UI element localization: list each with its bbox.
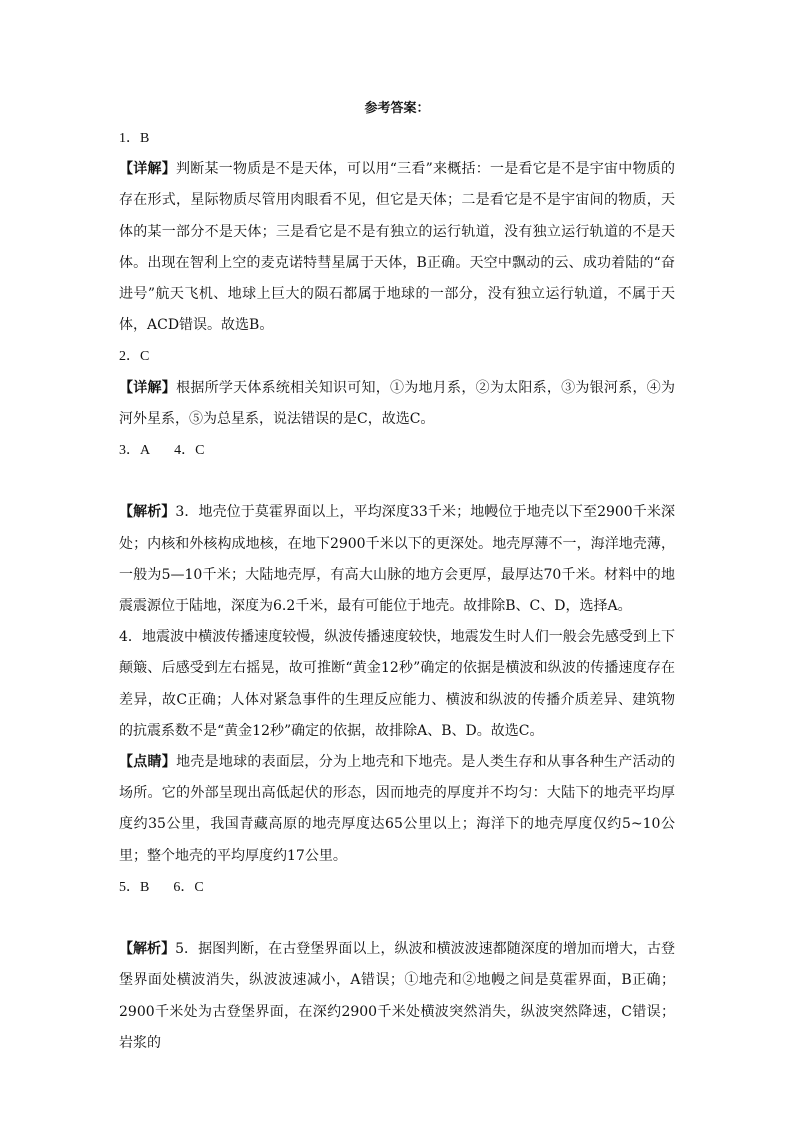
q2-text: 根据所学天体系统相关知识可知，①为地月系，②为太阳系，③为银河系，④为河外星系，⑤为总星系，说法错误的是C，故选C。 <box>119 379 676 427</box>
q2-explanation <box>119 373 675 435</box>
answer-content <box>119 123 675 1059</box>
q3-explanation <box>119 497 675 622</box>
q5-explanation <box>119 934 675 1059</box>
q3-4-tag: 【解析】 <box>119 504 176 521</box>
q3-4-note <box>119 747 675 872</box>
q3-text: 3．地壳位于莫霍界面以上，平均深度33千米；地幔位于地壳以下至2900千米深处；内核和外核构成地核，在地下2900千米以下的更深处。地壳厚薄不一，海洋地壳薄，一般为5—10千米；大陆地壳厚，有高大山脉的地方会更厚，最厚达70千米。材料中的地震震源位于陆地，深度为6.2千米，最有可能位于地壳。故排除B、C、D，选择A。 <box>119 504 676 614</box>
q4-answer: 4．C <box>174 443 205 458</box>
q1-answer: 1．B <box>119 131 150 146</box>
q5-6-tag: 【解析】 <box>119 941 176 958</box>
q6-answer: 6．C <box>173 879 204 895</box>
q3-answer: 3．A <box>119 443 151 458</box>
note-text: 地壳是地球的表面层，分为上地壳和下地壳。是人类生存和从事各种生产活动的场所。它的外部呈现出高低起伏的形态，因而地壳的厚度并不均匀：大陆下的地壳平均厚度约35公里，我国青藏高原的地壳厚度达65公里以上；海洋下的地壳厚度仅约5~10公里；整个地壳的平均厚度约17公里。 <box>119 754 676 864</box>
q5-text: 5．据图判断，在古登堡界面以上，纵波和横波波速都随深度的增加而增大，古登堡界面处横波消失，纵波波速减小，A错误；①地壳和②地幔之间是莫霍界面，B正确；2900千米处为古登堡界面，在深约2900千米处横波突然消失，纵波突然降速，C错误；岩浆的 <box>119 941 676 1051</box>
spacer <box>119 466 675 497</box>
spacer <box>119 903 675 934</box>
q2-tag: 【详解】 <box>119 379 177 396</box>
q4-explanation: 4．地震波中横波传播速度较慢，纵波传播速度较快，地震发生时人们一般会先感受到上下颠簸、后感受到左右摇晃，故可推断“黄金12秒”确定的依据是横波和纵波的传播速度存在差异，故C正确；人体对紧急事件的生理反应能力、横波和纵波的传播介质差异、建筑物的抗震系数不是“黄金12秒”确定的依据，故排除A、B、D。故选C。 <box>119 629 675 739</box>
q2-answer: 2．C <box>119 349 150 365</box>
q1-text: 判断某一物质是不是天体，可以用“三看”来概括：一是看它是不是宇宙中物质的存在形式，星际物质尽管用肉眼看不见，但它是天体；二是看它是不是宇宙间的物质，天体的某一部分不是天体；三是看它是不是有独立的运行轨道，没有独立运行轨道的不是天体。出现在智利上空的麦克诺特彗星属于天体，B正确。天空中飘动的云、成功着陆的“奋进号”航天飞机、地球上巨大的陨石都属于地球的一部分，没有独立运行轨道，不属于天体，ACD错误。故选B。 <box>119 161 676 334</box>
q1-tag: 【详解】 <box>119 161 176 178</box>
q3-4-answers <box>119 435 675 466</box>
q5-answer: 5．B <box>119 879 150 895</box>
note-tag: 【点睛】 <box>119 754 177 770</box>
q5-6-answers <box>119 872 675 903</box>
q1-explanation <box>119 154 675 341</box>
answer-title: 参考答案： <box>364 101 430 116</box>
